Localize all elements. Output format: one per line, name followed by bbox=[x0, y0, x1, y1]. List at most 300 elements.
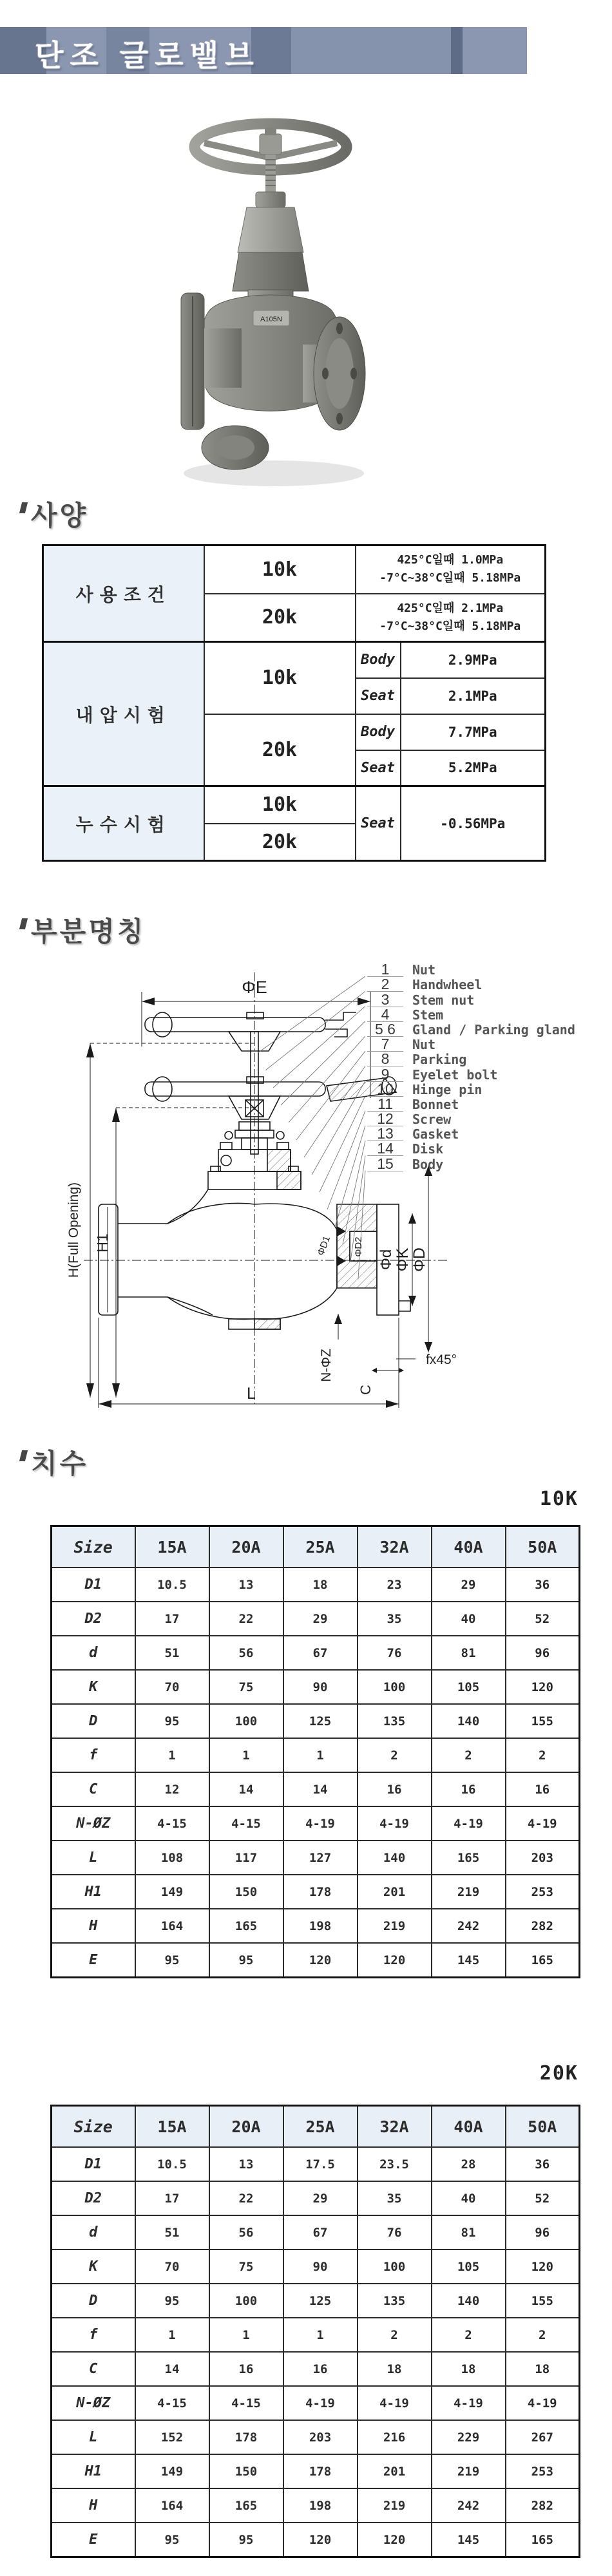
dim-value-cell: 28 bbox=[432, 2147, 506, 2181]
part-row bbox=[367, 1156, 606, 1171]
dim-value-cell: 22 bbox=[209, 1602, 283, 1636]
dim-value-cell: 95 bbox=[135, 1943, 209, 1978]
dim-value-cell: 105 bbox=[432, 1670, 506, 1704]
dim-value-cell: 108 bbox=[135, 1841, 209, 1875]
bolt-hole bbox=[350, 368, 357, 379]
dim-value-cell: 140 bbox=[432, 2284, 506, 2318]
dim-value-cell: 22 bbox=[209, 2181, 283, 2215]
dim-value-cell: 282 bbox=[506, 1909, 580, 1943]
dim-row-label: L bbox=[52, 1841, 135, 1875]
dim-value-cell: 120 bbox=[283, 1943, 358, 1978]
dim-label-nz: N-ΦZ bbox=[319, 1349, 334, 1382]
dim-value-cell: 219 bbox=[432, 2454, 506, 2488]
part-row bbox=[367, 1022, 606, 1037]
spec-value-line: 425°C일때 1.0MPa bbox=[397, 553, 504, 567]
dim-table-row bbox=[52, 2454, 580, 2488]
dim-col-header: 50A bbox=[506, 2106, 580, 2148]
spec-sub-cell: Seat bbox=[356, 750, 401, 786]
spec-value-cell bbox=[356, 545, 546, 594]
dim-value-cell: 2 bbox=[432, 1738, 506, 1772]
dim-value-cell: 90 bbox=[283, 1670, 358, 1704]
dim-label-f: fx45° bbox=[425, 1352, 457, 1367]
dim-value-cell: 178 bbox=[283, 1875, 358, 1909]
dim-row-label: D bbox=[52, 1704, 135, 1738]
part-row bbox=[367, 1112, 606, 1126]
part-row bbox=[367, 1052, 606, 1066]
dim-label-d: Φd bbox=[378, 1249, 395, 1271]
dim-row-label: C bbox=[52, 1772, 135, 1806]
dim-row-label: D1 bbox=[52, 1567, 135, 1602]
heading-tick bbox=[19, 1450, 28, 1461]
part-row bbox=[367, 1082, 606, 1097]
dim-row-label: E bbox=[52, 2523, 135, 2557]
parts-list bbox=[367, 962, 606, 1171]
dim-col-header: 32A bbox=[358, 2106, 432, 2148]
section-heading-dims bbox=[21, 1443, 88, 1481]
dim-value-cell: 127 bbox=[283, 1841, 358, 1875]
part-number: 10 bbox=[367, 1083, 403, 1097]
page-title: 단조 글로밸브 bbox=[35, 39, 260, 72]
dim-value-cell: 253 bbox=[506, 2454, 580, 2488]
dim-value-cell: 1 bbox=[209, 1738, 283, 1772]
dim-value-cell: 216 bbox=[358, 2420, 432, 2454]
dim-value-cell: 282 bbox=[506, 2488, 580, 2523]
dim-value-cell: 35 bbox=[358, 2181, 432, 2215]
dim-label-d2: ΦD2 bbox=[353, 1236, 364, 1257]
part-name: Stem nut bbox=[412, 992, 475, 1008]
part-number: 3 bbox=[367, 993, 403, 1007]
pressure-class-label-20k: 20K bbox=[539, 2062, 579, 2085]
dim-row-label: H1 bbox=[52, 2454, 135, 2488]
dim-value-cell: 165 bbox=[506, 1943, 580, 1978]
dim-value-cell: 135 bbox=[358, 1704, 432, 1738]
dim-value-cell: 16 bbox=[358, 1772, 432, 1806]
heading-tick bbox=[19, 918, 28, 929]
dim-label-D: ΦD bbox=[410, 1247, 428, 1273]
dim-row-label: D2 bbox=[52, 2181, 135, 2215]
part-name: Handwheel bbox=[412, 977, 483, 993]
dim-value-cell: 149 bbox=[135, 1875, 209, 1909]
dim-value-cell: 81 bbox=[432, 2215, 506, 2249]
dim-value-cell: 105 bbox=[432, 2249, 506, 2284]
dim-value-cell: 4-19 bbox=[432, 2386, 506, 2420]
dim-value-cell: 145 bbox=[432, 2523, 506, 2557]
dim-value-cell: 29 bbox=[283, 1602, 358, 1636]
dim-value-cell: 18 bbox=[358, 2352, 432, 2386]
dim-value-cell: 1 bbox=[283, 2318, 358, 2352]
spec-row-label: 사용조건 bbox=[43, 545, 204, 642]
part-row bbox=[367, 1007, 606, 1022]
part-name: Nut bbox=[412, 1037, 436, 1053]
dim-table-row bbox=[52, 2181, 580, 2215]
dim-value-cell: 2 bbox=[358, 1738, 432, 1772]
spec-class-cell: 10k bbox=[204, 545, 356, 594]
section-heading-parts-label: 부분명칭 bbox=[31, 916, 146, 947]
dim-value-cell: 13 bbox=[209, 1567, 283, 1602]
dim-value-cell: 165 bbox=[209, 2488, 283, 2523]
spec-table bbox=[42, 544, 546, 862]
part-row bbox=[367, 977, 606, 992]
spec-sub-cell: Seat bbox=[356, 678, 401, 714]
part-name: Parking bbox=[412, 1052, 467, 1068]
dim-table-row bbox=[52, 2352, 580, 2386]
dim-value-cell: 164 bbox=[135, 1909, 209, 1943]
dim-row-label: D1 bbox=[52, 2147, 135, 2181]
part-name: Disk bbox=[412, 1141, 444, 1157]
yoke bbox=[238, 207, 303, 252]
part-row bbox=[367, 1097, 606, 1112]
dim-value-cell: 178 bbox=[209, 2420, 283, 2454]
nameplate-text: A105N bbox=[260, 316, 282, 323]
dim-value-cell: 125 bbox=[283, 1704, 358, 1738]
dim-value-cell: 178 bbox=[283, 2454, 358, 2488]
dim-value-cell: 10.5 bbox=[135, 2147, 209, 2181]
spec-sub-cell: Body bbox=[356, 642, 401, 678]
dim-value-cell: 95 bbox=[135, 2284, 209, 2318]
part-leader-line bbox=[304, 1066, 365, 1157]
dim-value-cell: 95 bbox=[135, 1704, 209, 1738]
dim-col-header: 50A bbox=[506, 1526, 580, 1568]
section-heading-dims-label: 치수 bbox=[31, 1448, 89, 1479]
dim-value-cell: 56 bbox=[209, 2215, 283, 2249]
dim-value-cell: 95 bbox=[135, 2523, 209, 2557]
part-leader-line bbox=[258, 976, 365, 1053]
dim-value-cell: 135 bbox=[358, 2284, 432, 2318]
dim-table-row bbox=[52, 2523, 580, 2557]
right-flange-face bbox=[325, 338, 354, 409]
dim-value-cell: 2 bbox=[506, 1738, 580, 1772]
dim-value-cell: 100 bbox=[358, 2249, 432, 2284]
dim-row-label: H1 bbox=[52, 1875, 135, 1909]
dim-value-cell: 90 bbox=[283, 2249, 358, 2284]
part-leader-line bbox=[289, 1036, 365, 1122]
dim-table-row bbox=[52, 2249, 580, 2284]
dim-table-row bbox=[52, 1841, 580, 1875]
spec-class-cell: 10k bbox=[204, 642, 356, 714]
dim-value-cell: 4-19 bbox=[358, 1806, 432, 1841]
dim-row-label: K bbox=[52, 1670, 135, 1704]
dim-table-row bbox=[52, 2147, 580, 2181]
spec-class-cell: 10k bbox=[204, 786, 356, 824]
dim-table-20k bbox=[50, 2105, 580, 2558]
left-pipe bbox=[204, 328, 242, 388]
dim-table-row bbox=[52, 1875, 580, 1909]
dim-value-cell: 16 bbox=[209, 2352, 283, 2386]
dim-value-cell: 14 bbox=[283, 1772, 358, 1806]
dim-value-cell: 165 bbox=[432, 1841, 506, 1875]
spec-value-cell: -0.56MPa bbox=[401, 786, 546, 861]
dim-value-cell: 219 bbox=[358, 1909, 432, 1943]
part-name: Stem bbox=[412, 1007, 444, 1023]
dim-value-cell: 4-19 bbox=[283, 1806, 358, 1841]
dim-value-cell: 95 bbox=[209, 2523, 283, 2557]
dim-value-cell: 51 bbox=[135, 1636, 209, 1670]
dim-table-row bbox=[52, 1567, 580, 1602]
part-row bbox=[367, 1141, 606, 1156]
pressure-class-label-10k: 10K bbox=[539, 1488, 579, 1510]
dim-table-row bbox=[52, 1943, 580, 1978]
dim-value-cell: 253 bbox=[506, 1875, 580, 1909]
dim-row-label: K bbox=[52, 2249, 135, 2284]
dim-value-cell: 4-19 bbox=[506, 2386, 580, 2420]
gland bbox=[256, 192, 285, 207]
bottom-flange-face bbox=[216, 435, 254, 460]
part-row bbox=[367, 1066, 606, 1081]
dim-table-row bbox=[52, 1738, 580, 1772]
part-number: 9 bbox=[367, 1068, 403, 1082]
dim-value-cell: 100 bbox=[209, 2284, 283, 2318]
part-name: Body bbox=[412, 1156, 444, 1172]
part-name: Screw bbox=[412, 1112, 452, 1128]
dim-table-row bbox=[52, 2318, 580, 2352]
dim-table-row bbox=[52, 1636, 580, 1670]
dim-value-cell: 4-19 bbox=[432, 1806, 506, 1841]
dim-value-cell: 4-15 bbox=[209, 1806, 283, 1841]
dim-table-row bbox=[52, 1806, 580, 1841]
part-name: Nut bbox=[412, 962, 436, 978]
dim-label-h1: H1 bbox=[94, 1233, 111, 1253]
dim-value-cell: 117 bbox=[209, 1841, 283, 1875]
spec-class-cell: 20k bbox=[204, 594, 356, 642]
dim-value-cell: 164 bbox=[135, 2488, 209, 2523]
dim-value-cell: 201 bbox=[358, 2454, 432, 2488]
dim-value-cell: 14 bbox=[135, 2352, 209, 2386]
dim-value-cell: 2 bbox=[432, 2318, 506, 2352]
dim-value-cell: 219 bbox=[358, 2488, 432, 2523]
dim-value-cell: 155 bbox=[506, 2284, 580, 2318]
dim-row-label: D2 bbox=[52, 1602, 135, 1636]
dim-row-label: E bbox=[52, 1943, 135, 1978]
dim-value-cell: 267 bbox=[506, 2420, 580, 2454]
dim-value-cell: 4-15 bbox=[135, 2386, 209, 2420]
dim-value-cell: 1 bbox=[209, 2318, 283, 2352]
dim-col-header: Size bbox=[52, 2106, 135, 2148]
spec-value-line: -7°C~38°C일때 5.18MPa bbox=[379, 619, 521, 633]
bolt-hole bbox=[322, 368, 329, 379]
dim-value-cell: 120 bbox=[506, 2249, 580, 2284]
dim-value-cell: 1 bbox=[135, 2318, 209, 2352]
dim-value-cell: 4-15 bbox=[209, 2386, 283, 2420]
dim-value-cell: 36 bbox=[506, 2147, 580, 2181]
part-number: 15 bbox=[367, 1157, 403, 1171]
part-name: Hinge pin bbox=[412, 1081, 483, 1097]
dim-value-cell: 4-19 bbox=[283, 2386, 358, 2420]
spec-row-label: 내압시험 bbox=[43, 642, 204, 786]
dim-col-header: 25A bbox=[283, 2106, 358, 2148]
part-row bbox=[367, 992, 606, 1007]
dim-value-cell: 16 bbox=[432, 1772, 506, 1806]
dim-row-label: f bbox=[52, 1738, 135, 1772]
spec-class-cell: 20k bbox=[204, 714, 356, 786]
spec-sub-cell: Seat bbox=[356, 786, 401, 861]
dim-value-cell: 120 bbox=[283, 2523, 358, 2557]
stem-nut bbox=[265, 128, 276, 135]
dim-value-cell: 120 bbox=[358, 2523, 432, 2557]
section-heading-spec bbox=[21, 495, 88, 533]
dim-row-label: d bbox=[52, 1636, 135, 1670]
dim-value-cell: 75 bbox=[209, 1670, 283, 1704]
part-number: 14 bbox=[367, 1142, 403, 1156]
dim-label-c: C bbox=[358, 1385, 374, 1395]
dim-row-label: H bbox=[52, 2488, 135, 2523]
dim-label-e: ΦE bbox=[242, 978, 267, 997]
dim-value-cell: 56 bbox=[209, 1636, 283, 1670]
dim-row-label: C bbox=[52, 2352, 135, 2386]
photo-shadow bbox=[184, 460, 364, 486]
part-row bbox=[367, 1037, 606, 1052]
dim-value-cell: 1 bbox=[135, 1738, 209, 1772]
dim-value-cell: 67 bbox=[283, 1636, 358, 1670]
dim-value-cell: 76 bbox=[358, 2215, 432, 2249]
part-number: 4 bbox=[367, 1008, 403, 1022]
dim-col-header: 32A bbox=[358, 1526, 432, 1568]
dim-col-header: 15A bbox=[135, 1526, 209, 1568]
dim-value-cell: 70 bbox=[135, 2249, 209, 2284]
spec-value-cell: 5.2MPa bbox=[401, 750, 546, 786]
dim-row-label: N-ØZ bbox=[52, 1806, 135, 1841]
dim-value-cell: 4-19 bbox=[506, 1806, 580, 1841]
dim-value-cell: 36 bbox=[506, 1567, 580, 1602]
dim-value-cell: 100 bbox=[209, 1704, 283, 1738]
part-number: 13 bbox=[367, 1127, 403, 1141]
dim-row-label: N-ØZ bbox=[52, 2386, 135, 2420]
dim-value-cell: 150 bbox=[209, 2454, 283, 2488]
dim-col-header: 20A bbox=[209, 2106, 283, 2148]
dim-value-cell: 2 bbox=[506, 2318, 580, 2352]
dim-value-cell: 51 bbox=[135, 2215, 209, 2249]
dim-value-cell: 18 bbox=[506, 2352, 580, 2386]
dim-value-cell: 242 bbox=[432, 2488, 506, 2523]
dim-value-cell: 203 bbox=[283, 2420, 358, 2454]
dim-label-h: H(Full Opening) bbox=[66, 1182, 81, 1278]
dim-table-row bbox=[52, 1602, 580, 1636]
spec-value-line: -7°C~38°C일때 5.18MPa bbox=[379, 571, 521, 585]
dim-value-cell: 14 bbox=[209, 1772, 283, 1806]
dim-value-cell: 10.5 bbox=[135, 1567, 209, 1602]
dim-value-cell: 17 bbox=[135, 1602, 209, 1636]
dim-value-cell: 140 bbox=[358, 1841, 432, 1875]
spec-value-cell: 2.1MPa bbox=[401, 678, 546, 714]
part-row bbox=[367, 962, 606, 977]
dim-value-cell: 140 bbox=[432, 1704, 506, 1738]
part-number: 2 bbox=[367, 978, 403, 992]
dim-table-row bbox=[52, 1704, 580, 1738]
dim-value-cell: 149 bbox=[135, 2454, 209, 2488]
bonnet bbox=[233, 252, 309, 291]
dim-table-row bbox=[52, 1670, 580, 1704]
dim-table-row bbox=[52, 1909, 580, 1943]
dim-row-label: H bbox=[52, 1909, 135, 1943]
part-number: 5 6 bbox=[367, 1023, 403, 1037]
dim-value-cell: 29 bbox=[432, 1567, 506, 1602]
spec-row-label: 누수시험 bbox=[43, 786, 204, 861]
dim-value-cell: 120 bbox=[358, 1943, 432, 1978]
dim-value-cell: 229 bbox=[432, 2420, 506, 2454]
dim-col-header: 40A bbox=[432, 1526, 506, 1568]
dim-value-cell: 12 bbox=[135, 1772, 209, 1806]
dim-value-cell: 242 bbox=[432, 1909, 506, 1943]
dim-value-cell: 165 bbox=[506, 2523, 580, 2557]
dim-value-cell: 67 bbox=[283, 2215, 358, 2249]
dim-col-header: 40A bbox=[432, 2106, 506, 2148]
dim-table-row bbox=[52, 2488, 580, 2523]
spec-value-cell bbox=[356, 594, 546, 642]
dim-value-cell: 155 bbox=[506, 1704, 580, 1738]
handwheel-hub bbox=[260, 134, 282, 155]
dim-value-cell: 198 bbox=[283, 1909, 358, 1943]
part-number: 12 bbox=[367, 1112, 403, 1126]
part-number: 11 bbox=[367, 1097, 403, 1112]
part-number: 1 bbox=[367, 963, 403, 977]
dim-value-cell: 52 bbox=[506, 1602, 580, 1636]
part-name: Eyelet bolt bbox=[412, 1066, 498, 1083]
dim-value-cell: 96 bbox=[506, 1636, 580, 1670]
dim-value-cell: 70 bbox=[135, 1670, 209, 1704]
dim-table-row bbox=[52, 2386, 580, 2420]
dim-value-cell: 4-15 bbox=[135, 1806, 209, 1841]
dim-col-header: 20A bbox=[209, 1526, 283, 1568]
dim-value-cell: 96 bbox=[506, 2215, 580, 2249]
valve-photo bbox=[171, 97, 370, 509]
dim-value-cell: 16 bbox=[506, 1772, 580, 1806]
dim-value-cell: 198 bbox=[283, 2488, 358, 2523]
dim-value-cell: 203 bbox=[506, 1841, 580, 1875]
dim-value-cell: 100 bbox=[358, 1670, 432, 1704]
dim-value-cell: 35 bbox=[358, 1602, 432, 1636]
part-number: 8 bbox=[367, 1052, 403, 1066]
dim-value-cell: 23.5 bbox=[358, 2147, 432, 2181]
spec-sub-cell: Body bbox=[356, 714, 401, 750]
dim-value-cell: 23 bbox=[358, 1567, 432, 1602]
dim-value-cell: 125 bbox=[283, 2284, 358, 2318]
dim-value-cell: 13 bbox=[209, 2147, 283, 2181]
bolt-hole bbox=[336, 323, 343, 334]
dim-value-cell: 18 bbox=[432, 2352, 506, 2386]
dim-row-label: D bbox=[52, 2284, 135, 2318]
dim-label-d1: ΦD1 bbox=[315, 1234, 333, 1258]
part-number: 7 bbox=[367, 1037, 403, 1052]
dim-value-cell: 4-19 bbox=[358, 2386, 432, 2420]
dim-value-cell: 18 bbox=[283, 1567, 358, 1602]
dim-value-cell: 16 bbox=[283, 2352, 358, 2386]
dim-value-cell: 201 bbox=[358, 1875, 432, 1909]
dim-table-row bbox=[52, 1772, 580, 1806]
part-leader-line bbox=[320, 1096, 365, 1192]
dim-value-cell: 17.5 bbox=[283, 2147, 358, 2181]
dim-col-header: 15A bbox=[135, 2106, 209, 2148]
dim-value-cell: 52 bbox=[506, 2181, 580, 2215]
dim-value-cell: 95 bbox=[209, 1943, 283, 1978]
dim-row-label: f bbox=[52, 2318, 135, 2352]
dim-value-cell: 81 bbox=[432, 1636, 506, 1670]
dim-table-10k bbox=[50, 1525, 580, 1978]
dim-value-cell: 219 bbox=[432, 1875, 506, 1909]
part-leader-line bbox=[265, 991, 365, 1070]
section-heading-parts bbox=[21, 911, 146, 949]
dim-value-cell: 40 bbox=[432, 1602, 506, 1636]
dim-value-cell: 120 bbox=[506, 1670, 580, 1704]
dim-row-label: L bbox=[52, 2420, 135, 2454]
dim-value-cell: 152 bbox=[135, 2420, 209, 2454]
part-name: Bonnet bbox=[412, 1096, 459, 1112]
dim-table-row bbox=[52, 2420, 580, 2454]
dim-value-cell: 1 bbox=[283, 1738, 358, 1772]
dim-value-cell: 145 bbox=[432, 1943, 506, 1978]
dim-value-cell: 17 bbox=[135, 2181, 209, 2215]
dim-value-cell: 2 bbox=[358, 2318, 432, 2352]
dim-value-cell: 29 bbox=[283, 2181, 358, 2215]
dim-col-header: Size bbox=[52, 1526, 135, 1568]
